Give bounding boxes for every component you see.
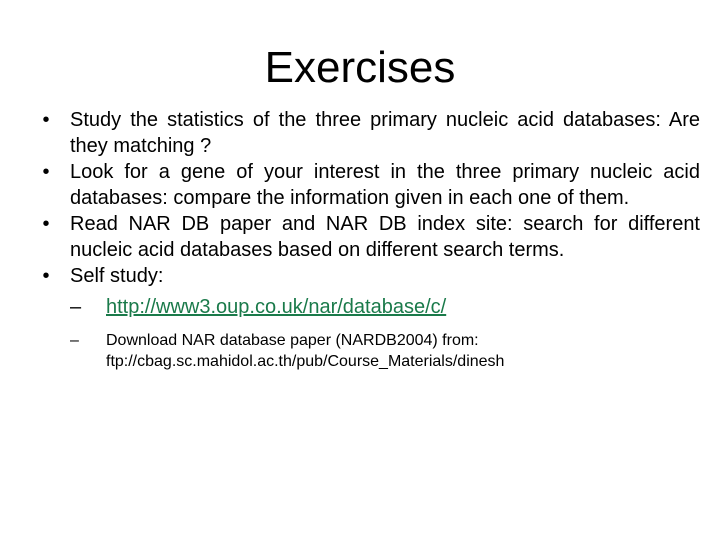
slide-title: Exercises — [264, 43, 456, 92]
bullet-text: Study the statistics of the three primary nucleic acid databases: Are they matching ? — [70, 109, 700, 157]
bullet-list — [36, 107, 700, 372]
bullet-text: Read NAR DB paper and NAR DB index site: search for different nucleic acid databases based on different search terms. — [70, 213, 700, 261]
sub-item-link — [70, 294, 700, 320]
ftp-path: ftp://cbag.sc.mahidol.ac.th/pub/Course_Materials/dinesh — [106, 353, 505, 370]
bullet-marker: • — [42, 109, 50, 131]
bullet-marker: • — [42, 265, 50, 287]
oup-nar-database-link[interactable]: http://www3.oup.co.uk/nar/database/c/ — [106, 296, 447, 318]
bullet-marker: • — [42, 161, 50, 183]
bullet-marker: • — [42, 213, 50, 235]
download-instruction: Download NAR database paper (NARDB2004) from: — [106, 332, 479, 349]
sub-bullet-list — [70, 294, 700, 372]
bullet-item-3 — [36, 211, 700, 263]
bullet-text: Look for a gene of your interest in the three primary nucleic acid databases: compare the information given in each one of them. — [70, 161, 700, 209]
sub-item-download — [70, 330, 700, 372]
bullet-item-2 — [36, 159, 700, 211]
bullet-item-4 — [36, 263, 700, 372]
dash-marker: – — [70, 296, 82, 318]
bullet-item-1 — [36, 107, 700, 159]
bullet-text: Self study: — [70, 265, 164, 287]
dash-marker: – — [70, 332, 79, 349]
